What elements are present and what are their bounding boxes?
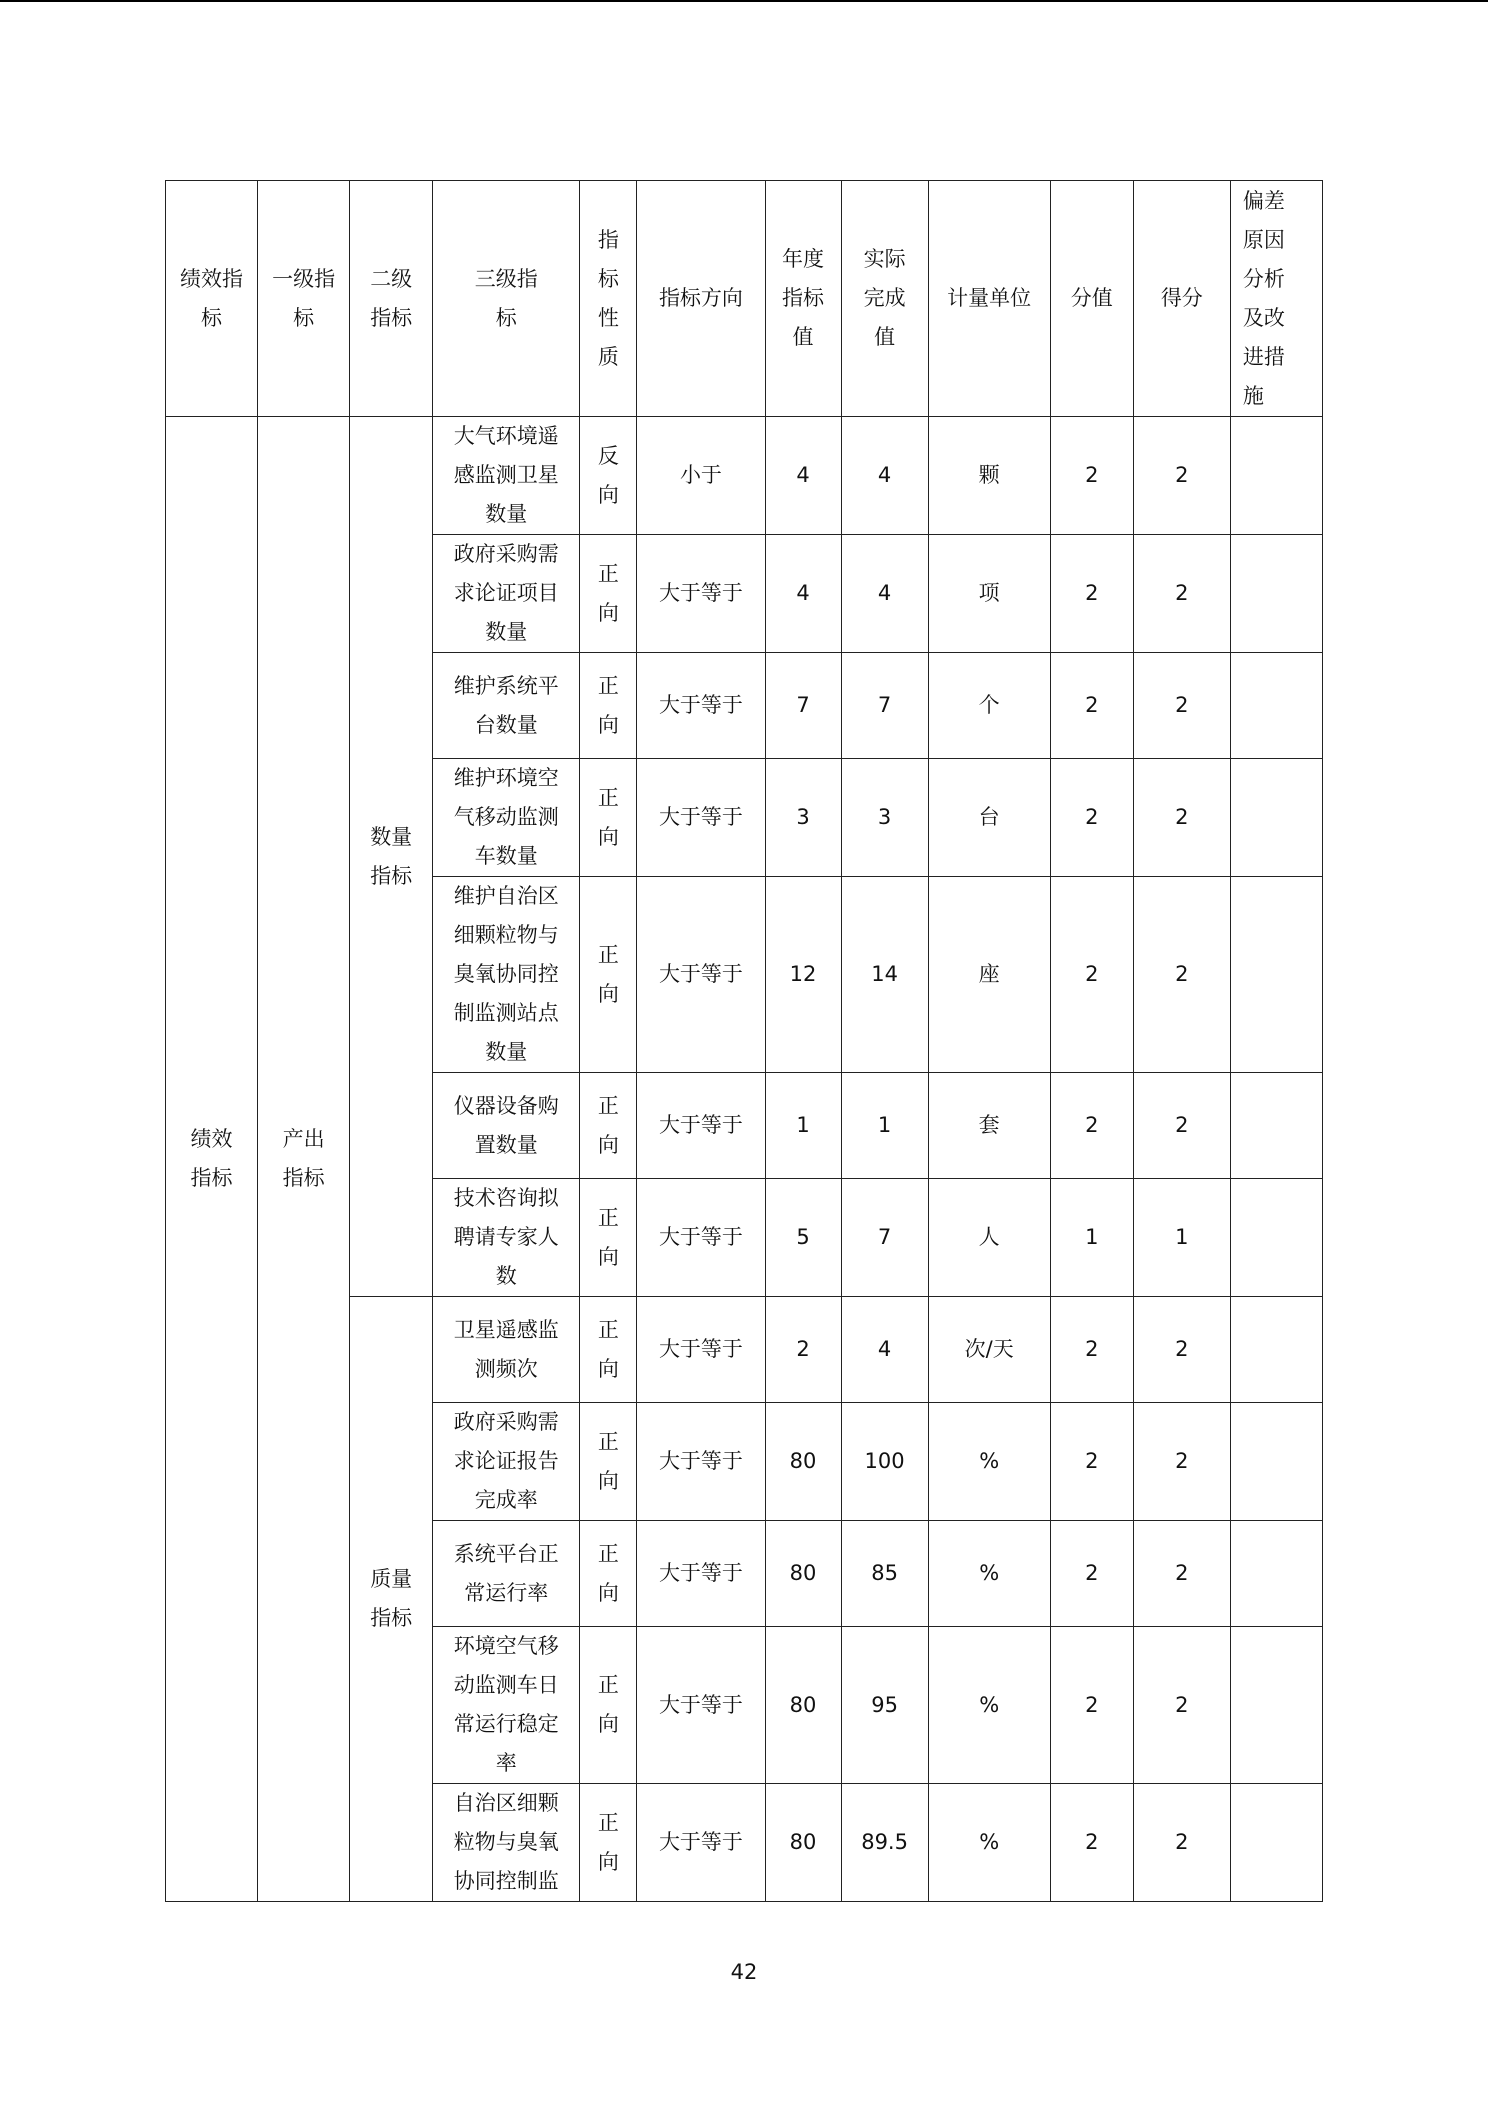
header-actual: 实际完成值 [841,181,928,417]
score-cell: 2 [1133,535,1230,653]
indicator-direction-cell: 大于等于 [637,877,765,1073]
weight-cell: 2 [1050,535,1133,653]
annual-target-cell: 3 [765,759,841,877]
header-score: 得分 [1133,181,1230,417]
score-cell: 2 [1133,417,1230,535]
header-level2: 二级指标 [350,181,433,417]
annual-target-cell: 12 [765,877,841,1073]
weight-cell: 1 [1050,1179,1133,1297]
header-level1: 一级指标 [258,181,350,417]
weight-cell: 2 [1050,653,1133,759]
indicator-nature-cell: 正向 [580,1179,637,1297]
actual-value-cell: 100 [841,1403,928,1521]
actual-value-cell: 85 [841,1521,928,1627]
deviation-cell [1230,1521,1322,1627]
header-level3: 三级指标 [433,181,580,417]
indicator-nature-cell: 正向 [580,1073,637,1179]
level1-indicator-cell: 产出指标 [258,417,350,1902]
actual-value-cell: 4 [841,1297,928,1403]
indicator-direction-cell: 大于等于 [637,1403,765,1521]
annual-target-cell: 7 [765,653,841,759]
indicator-name-cell: 仪器设备购置数量 [433,1073,580,1179]
deviation-cell [1230,1179,1322,1297]
deviation-cell [1230,417,1322,535]
annual-target-cell: 80 [765,1403,841,1521]
quantity-indicator-cell: 数量指标 [350,417,433,1297]
annual-target-cell: 1 [765,1073,841,1179]
indicator-nature-cell: 正向 [580,1403,637,1521]
deviation-cell [1230,877,1322,1073]
unit-cell: % [928,1521,1050,1627]
quality-indicator-cell: 质量指标 [350,1297,433,1902]
indicator-direction-cell: 大于等于 [637,1521,765,1627]
score-cell: 2 [1133,1403,1230,1521]
header-unit: 计量单位 [928,181,1050,417]
indicator-name-cell: 维护系统平台数量 [433,653,580,759]
indicator-nature-cell: 正向 [580,877,637,1073]
annual-target-cell: 4 [765,417,841,535]
indicator-nature-cell: 反向 [580,417,637,535]
indicator-direction-cell: 大于等于 [637,1297,765,1403]
indicator-name-cell: 环境空气移动监测车日常运行稳定率 [433,1627,580,1784]
indicator-nature-cell: 正向 [580,1627,637,1784]
weight-cell: 2 [1050,417,1133,535]
unit-cell: 次/天 [928,1297,1050,1403]
weight-cell: 2 [1050,1403,1133,1521]
actual-value-cell: 7 [841,1179,928,1297]
deviation-cell [1230,653,1322,759]
unit-cell: 项 [928,535,1050,653]
performance-indicator-table [165,180,1323,1902]
actual-value-cell: 14 [841,877,928,1073]
deviation-cell [1230,1297,1322,1403]
indicator-name-cell: 政府采购需求论证报告完成率 [433,1403,580,1521]
deviation-cell [1230,1073,1322,1179]
unit-cell: 个 [928,653,1050,759]
indicator-name-cell: 政府采购需求论证项目数量 [433,535,580,653]
header-direction: 指标方向 [637,181,765,417]
header-nature: 指标性质 [580,181,637,417]
weight-cell: 2 [1050,1627,1133,1784]
deviation-cell [1230,1784,1322,1902]
indicator-direction-cell: 大于等于 [637,653,765,759]
indicator-name-cell: 维护自治区细颗粒物与臭氧协同控制监测站点数量 [433,877,580,1073]
unit-cell: 套 [928,1073,1050,1179]
indicator-name-cell: 系统平台正常运行率 [433,1521,580,1627]
indicator-direction-cell: 大于等于 [637,535,765,653]
indicator-nature-cell: 正向 [580,1784,637,1902]
actual-value-cell: 7 [841,653,928,759]
header-deviation: 偏差原因分析及改进措施 [1230,181,1322,417]
annual-target-cell: 5 [765,1179,841,1297]
actual-value-cell: 1 [841,1073,928,1179]
performance-indicator-cell: 绩效指标 [166,417,258,1902]
actual-value-cell: 89.5 [841,1784,928,1902]
indicator-name-cell: 大气环境遥感监测卫星数量 [433,417,580,535]
indicator-name-cell: 卫星遥感监测频次 [433,1297,580,1403]
indicator-direction-cell: 大于等于 [637,1179,765,1297]
indicator-nature-cell: 正向 [580,535,637,653]
deviation-cell [1230,535,1322,653]
top-border-line [0,0,1488,2]
indicator-name-cell: 技术咨询拟聘请专家人数 [433,1179,580,1297]
indicator-name-cell: 自治区细颗粒物与臭氧协同控制监 [433,1784,580,1902]
unit-cell: 座 [928,877,1050,1073]
score-cell: 2 [1133,877,1230,1073]
deviation-cell [1230,1403,1322,1521]
deviation-cell [1230,759,1322,877]
unit-cell: 台 [928,759,1050,877]
indicator-direction-cell: 大于等于 [637,759,765,877]
actual-value-cell: 4 [841,535,928,653]
annual-target-cell: 80 [765,1521,841,1627]
weight-cell: 2 [1050,1521,1133,1627]
deviation-cell [1230,1627,1322,1784]
indicator-name-cell: 维护环境空气移动监测车数量 [433,759,580,877]
annual-target-cell: 80 [765,1784,841,1902]
score-cell: 2 [1133,1297,1230,1403]
score-cell: 2 [1133,1073,1230,1179]
unit-cell: % [928,1403,1050,1521]
weight-cell: 2 [1050,1073,1133,1179]
annual-target-cell: 4 [765,535,841,653]
weight-cell: 2 [1050,759,1133,877]
header-annual-target: 年度指标值 [765,181,841,417]
actual-value-cell: 4 [841,417,928,535]
table-row [166,417,1323,535]
actual-value-cell: 3 [841,759,928,877]
annual-target-cell: 80 [765,1627,841,1784]
weight-cell: 2 [1050,1784,1133,1902]
score-cell: 2 [1133,653,1230,759]
header-weight: 分值 [1050,181,1133,417]
actual-value-cell: 95 [841,1627,928,1784]
score-cell: 2 [1133,1521,1230,1627]
indicator-nature-cell: 正向 [580,1297,637,1403]
header-performance: 绩效指标 [166,181,258,417]
unit-cell: 人 [928,1179,1050,1297]
unit-cell: % [928,1627,1050,1784]
indicator-direction-cell: 大于等于 [637,1627,765,1784]
table-header-row [166,181,1323,417]
weight-cell: 2 [1050,1297,1133,1403]
indicator-nature-cell: 正向 [580,759,637,877]
weight-cell: 2 [1050,877,1133,1073]
page-number: 42 [730,1960,758,1984]
indicator-direction-cell: 大于等于 [637,1073,765,1179]
unit-cell: 颗 [928,417,1050,535]
indicator-nature-cell: 正向 [580,1521,637,1627]
indicator-direction-cell: 大于等于 [637,1784,765,1902]
score-cell: 2 [1133,1627,1230,1784]
annual-target-cell: 2 [765,1297,841,1403]
unit-cell: % [928,1784,1050,1902]
indicator-nature-cell: 正向 [580,653,637,759]
score-cell: 2 [1133,759,1230,877]
score-cell: 2 [1133,1784,1230,1902]
indicator-direction-cell: 小于 [637,417,765,535]
score-cell: 1 [1133,1179,1230,1297]
